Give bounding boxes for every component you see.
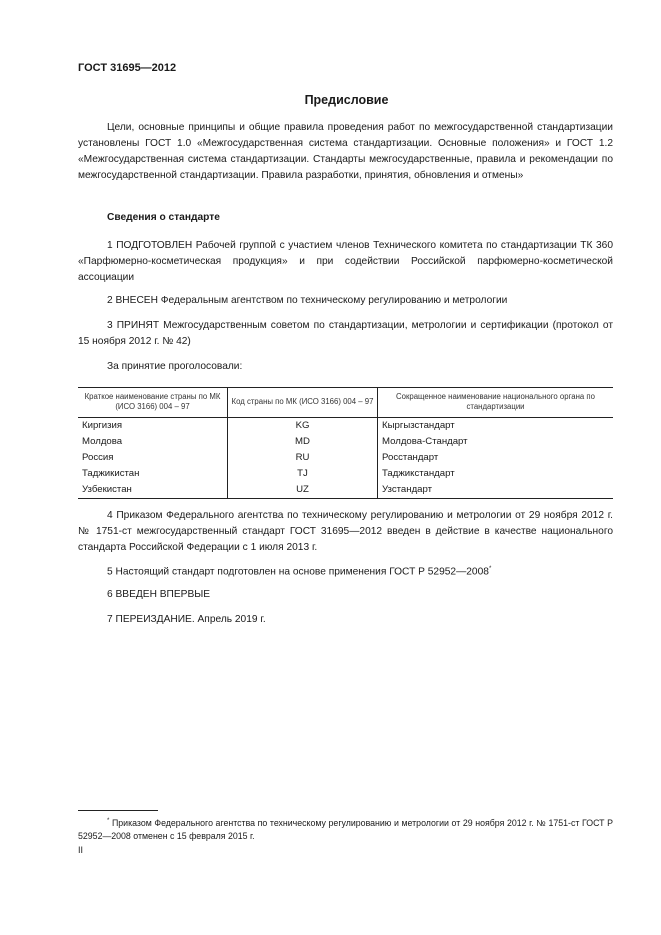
country-cell: Таджикистан (82, 468, 140, 479)
item-5-paragraph (78, 561, 613, 580)
section-title: Сведения о стандарте (107, 212, 220, 223)
country-cell: Узбекистан (78, 482, 228, 499)
column-header-country: Краткое наименование страны по МК (ИСО 3166) 004 – 97 (78, 388, 228, 418)
table-row (78, 482, 613, 499)
footnote (78, 815, 613, 843)
country-cell: Молдова (82, 436, 123, 447)
table-header-row (78, 388, 613, 418)
footnote-separator (78, 810, 158, 811)
national-body-cell: Узстандарт (378, 482, 614, 499)
national-body-cell: Кыргызстандарт (378, 418, 614, 435)
voting-countries-table (78, 387, 613, 499)
code-cell: UZ (228, 482, 378, 499)
page-title: Предисловие (304, 93, 389, 107)
table-row (78, 450, 613, 466)
table-row (78, 434, 613, 450)
item-7-paragraph: 7 ПЕРЕИЗДАНИЕ. Апрель 2019 г. (107, 614, 266, 625)
item-4-paragraph: 4 Приказом Федерального агентства по техническому регулированию и метрологии от 29 ноября 2012 г. № 1751-ст межгосударственный стандарт ГОСТ 31695—2012 введен в действие в качестве национального стандарта Российской Федерации с 1 июля 2013 г. (78, 510, 613, 553)
national-body-cell: Росстандарт (378, 450, 614, 466)
code-cell: TJ (228, 466, 378, 482)
national-body-cell: Таджикстандарт (378, 466, 614, 482)
footnote-mark: * (107, 818, 110, 824)
column-header-code: Код страны по МК (ИСО 3166) 004 – 97 (228, 388, 378, 418)
intro-paragraph: Цели, основные принципы и общие правила проведения работ по межгосударственной стандартизации установлены ГОСТ 1.0 «Межгосударственная система стандартизации. Основные положения» и ГОСТ 1.2 «Межгосударственная система стандартизации. Стандарты межгосударственные, правила и рекомендации по межгосударственной стандартизации. Правила разработки, принятия, обновления и отмены» (78, 122, 613, 181)
table-row (78, 466, 613, 482)
item-6-paragraph: 6 ВВЕДЕН ВПЕРВЫЕ (107, 589, 211, 600)
code-cell: MD (228, 434, 378, 450)
item-5-text: 5 Настоящий стандарт подготовлен на основе применения ГОСТ Р 52952—2008 (107, 566, 489, 578)
code-cell: RU (228, 450, 378, 466)
item-3-paragraph: 3 ПРИНЯТ Межгосударственным советом по стандартизации, метрологии и сертификации (протокол от 15 ноября 2012 г. № 42) (78, 320, 613, 347)
footnote-text: Приказом Федерального агентства по техническому регулированию и метрологии от 29 ноября 2012 г. № 1751-ст ГОСТ Р 52952—2008 отменен с 15 февраля 2015 г. (78, 817, 613, 841)
country-cell: Киргизия (82, 420, 123, 431)
item-1-paragraph: 1 ПОДГОТОВЛЕН Рабочей группой с участием членов Технического комитета по стандартизации ТК 360 «Парфюмерно-косметическая продукция» и при содействии Российской парфюмерно-косметической ассоциации (78, 240, 613, 283)
code-cell: KG (228, 418, 378, 435)
column-header-national-body: Сокращенное наименование национального органа по стандартизации (378, 388, 614, 418)
document-code-header: ГОСТ 31695—2012 (78, 62, 177, 74)
country-cell: Россия (82, 452, 114, 463)
item-2-paragraph: 2 ВНЕСЕН Федеральным агентством по техническому регулированию и метрологии (107, 295, 508, 306)
footnote-reference-mark: * (488, 566, 492, 572)
voted-label: За принятие проголосовали: (107, 361, 243, 372)
table-row (78, 418, 613, 435)
national-body-cell: Молдова-Стандарт (378, 434, 614, 450)
page-number: II (78, 845, 84, 855)
